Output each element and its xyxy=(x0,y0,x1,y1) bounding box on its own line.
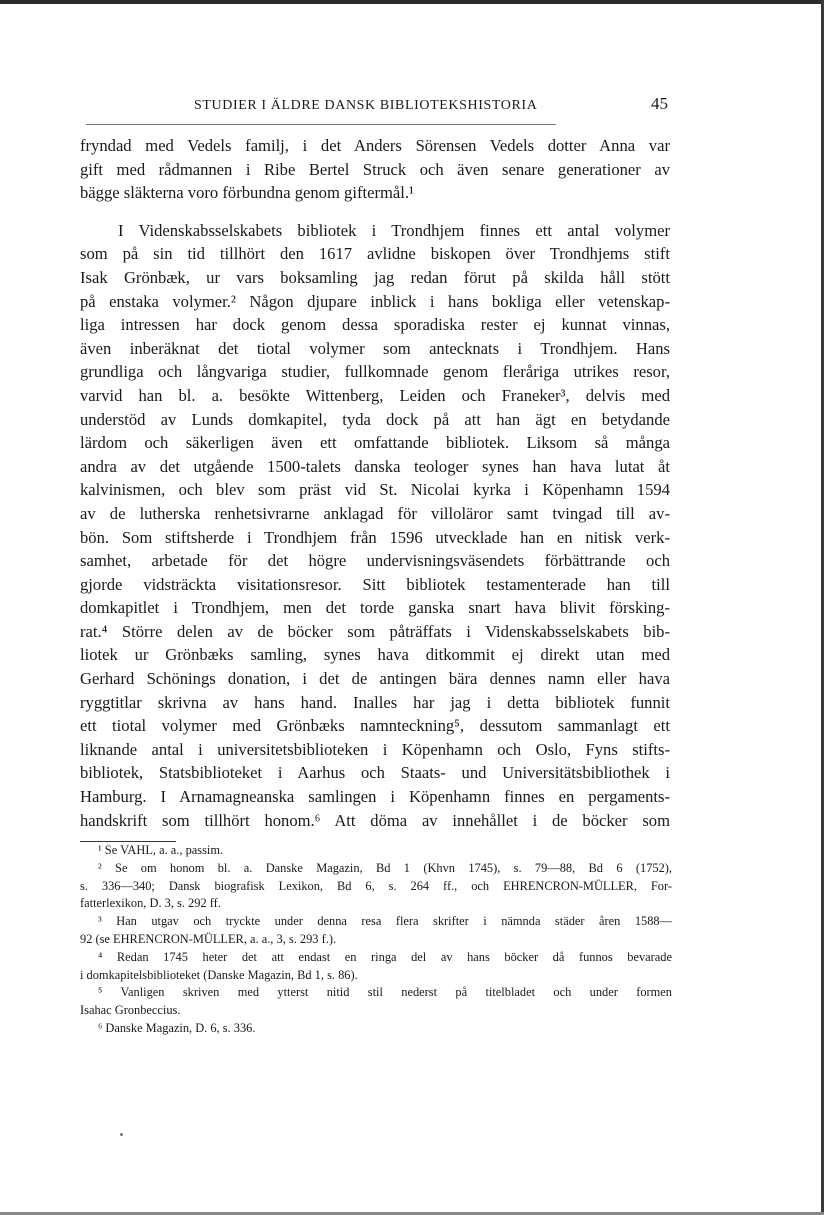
body-line: rat.⁴ Större delen av de böcker som påträffats i Videnskabsselskabets bib- xyxy=(80,621,670,641)
body-line: Gerhard Schönings donation, i det de antingen bära dennes namn eller hava xyxy=(80,669,670,689)
body-line: Isak Grönbæk, ur vars boksamling jag redan förut på skilda håll stött xyxy=(80,267,670,287)
body-text xyxy=(80,134,670,832)
body-line: gjorde vidsträckta visitationsresor. Sitt bibliotek testamenterade han till xyxy=(80,574,670,594)
footnote-2-cont: s. 336—340; Dansk biografisk Lexikon, Bd 6, s. 264 ff., och EHRENCRON-MÜLLER, For- xyxy=(80,878,672,893)
body-line: även inberäknat det tiotal volymer som antecknats i Trondhjem. Hans xyxy=(80,338,670,358)
scan-speck xyxy=(120,1133,123,1136)
paragraph-gap xyxy=(80,205,670,219)
footnotes xyxy=(80,842,672,1038)
body-line: liknande antal i universitetsbiblioteken i Köpenhamn och Oslo, Fyns stifts- xyxy=(80,739,670,759)
footnote-5-cont: Isahac Gronbeccius. xyxy=(80,1003,181,1018)
body-line: I Videnskabsselskabets bibliotek i Trondhjem finnes ett antal volymer xyxy=(118,220,670,240)
body-line: gift med rådmannen i Ribe Bertel Struck och även senare generationer av xyxy=(80,159,670,179)
body-line: samhet, arbetade för det högre undervisningsväsendets förbättrande och xyxy=(80,551,670,571)
page-number: 45 xyxy=(651,94,668,113)
body-line: understöd av Lunds domkapitel, tyda dock på att han ägt en betydande xyxy=(80,409,670,429)
body-line: andra av det utgående 1500-talets danska teologer synes han hava lutat åt xyxy=(80,456,670,476)
body-line: liga intressen har dock genom dessa sporadiska rester ej kunnat vinnas, xyxy=(80,315,670,335)
body-line: lärdom och säkerligen även ett omfattande bibliotek. Liksom så många xyxy=(80,433,670,453)
footnote-5: ⁵ Vanligen skriven med ytterst nitid stil nederst på titelbladet och under formen xyxy=(98,985,672,1000)
footnote-2-cont: fatterlexikon, D. 3, s. 292 ff. xyxy=(80,896,221,911)
body-line: Hamburg. I Arnamagneanska samlingen i Köpenhamn finnes en pergaments- xyxy=(80,787,670,807)
body-line: fryndad med Vedels familj, i det Anders Sörensen Vedels dotter Anna var xyxy=(80,136,670,155)
body-line: på enstaka volymer.² Någon djupare inblick i hans bokliga eller vetenskap- xyxy=(80,291,670,311)
header-rule xyxy=(86,124,556,125)
body-line: grundliga och långvariga studier, fullkomnade genom fleråriga utrikes resor, xyxy=(80,362,670,382)
page-header xyxy=(84,96,670,122)
body-line: varvid han bl. a. besökte Wittenberg, Leiden och Franeker³, delvis med xyxy=(80,385,670,405)
body-line: bägge släkterna voro förbundna genom giftermål.¹ xyxy=(80,183,414,203)
footnote-6: ⁶ Danske Magazin, D. 6, s. 336. xyxy=(98,1020,256,1035)
body-line: ryggtitlar skrivna av hans hand. Inalles har jag i detta bibliotek funnit xyxy=(80,692,670,712)
footnote-3: ³ Han utgav och tryckte under denna resa flera skrifter i nämnda städer åren 1588— xyxy=(98,914,672,929)
body-line: kalvinismen, och blev som präst vid St. Nicolai kyrka i Köpenhamn 1594 xyxy=(80,480,670,500)
footnote-2: ² Se om honom bl. a. Danske Magazin, Bd 1 (Khvn 1745), s. 79—88, Bd 6 (1752), xyxy=(98,860,672,875)
body-line: bön. Som stiftsherde i Trondhjem från 1596 utvecklade han en nitisk verk- xyxy=(80,527,670,547)
footnote-4-cont: i domkapitelsbiblioteket (Danske Magazin, Bd 1, s. 86). xyxy=(80,967,358,982)
footnote-3-cont: 92 (se EHRENCRON-MÜLLER, a. a., 3, s. 293 f.). xyxy=(80,931,337,946)
body-line: liotek ur Grönbæks samling, synes hava ditkommit ej direkt utan med xyxy=(80,645,670,665)
scan-edge-top xyxy=(0,0,824,4)
running-title: STUDIER I ÄLDRE DANSK BIBLIOTEKSHISTORIA xyxy=(194,98,538,113)
footnote-4: ⁴ Redan 1745 heter det att endast en ringa del av hans böcker då funnos bevarade xyxy=(98,949,672,964)
body-line: domkapitlet i Trondhjem, men det torde ganska snart hava blivit försking- xyxy=(80,598,670,618)
body-line: handskrift som tillhört honom.⁶ Att döma av innehållet i de böcker som xyxy=(80,810,670,830)
body-line: av de lutherska renhetsivrarne anklagad för villoläror samt tvingad till av- xyxy=(80,503,670,523)
body-line: bibliotek, Statsbiblioteket i Aarhus och Staats- und Universitätsbibliothek i xyxy=(80,763,670,783)
body-line: som på sin tid tillhört den 1617 avlidne biskopen över Trondhjems stift xyxy=(80,244,670,264)
body-line: ett tiotal volymer med Grönbæks namnteckning⁵, dessutom sammanlagt ett xyxy=(80,716,670,736)
footnote-1: ¹ Se VAHL, a. a., passim. xyxy=(98,843,224,857)
